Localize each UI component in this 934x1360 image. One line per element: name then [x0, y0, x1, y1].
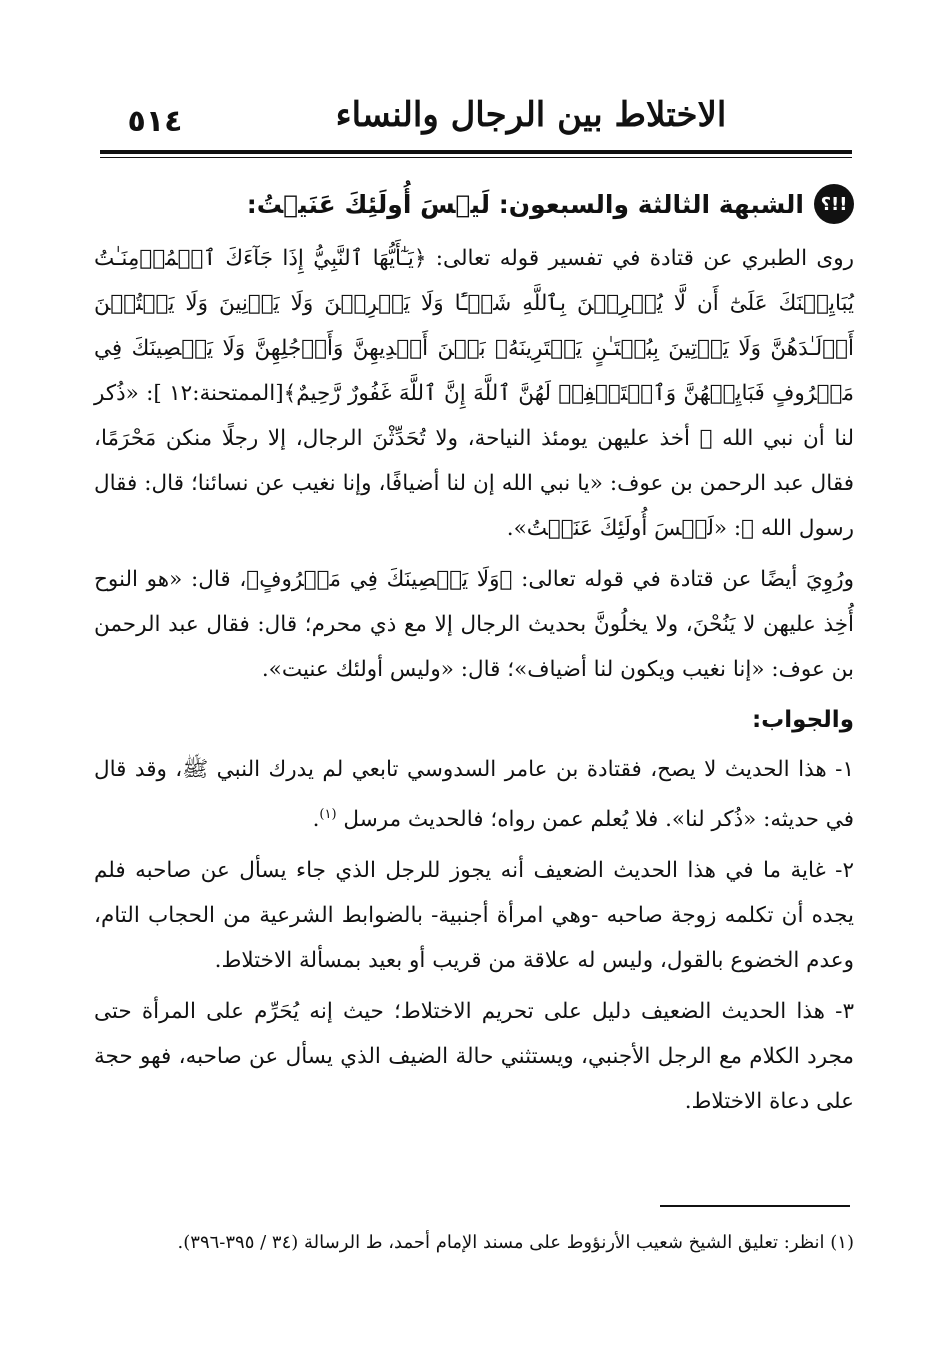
exclamation-badge-icon: !!؟	[814, 184, 854, 224]
header-rule-thin	[100, 157, 852, 158]
heading-text: الشبهة الثالثة والسبعون: لَيۡسَ أُولَئِكَ عَنَيۡتُ:	[246, 189, 804, 219]
answer-1-text: ١- هذا الحديث لا يصح، فقتادة بن عامر السدوسي تابعي لم يدرك النبي ﷺ، وقد قال في حديثه: «ذُكر لنا». فلا يُعلم عمن رواه؛ فالحديث مرسل	[94, 757, 854, 833]
body-text	[94, 236, 854, 1130]
book-title: الاختلاط بين الرجال والنساء	[335, 95, 727, 135]
footnote-marker: (١)	[319, 807, 337, 822]
paragraph-2: ورُوِيَ أيضًا عن قتادة في قوله تعالى: ﴿وَلَا يَعۡصِينَكَ فِي مَعۡرُوفٍ﴾، قال: «هو النوح أُخِذ عليهن لا يَنُحْنَ، ولا يخلُونَّ بحديث الرجال إلا مع ذي محرم؛ قال: فقال عبد الرحمن بن عوف: «إنا نغيب ويكون لنا أضياف»؛ قال: «وليس أولئك عنيت».	[94, 567, 854, 682]
answer-2: ٢- غاية ما في هذا الحديث الضعيف أنه يجوز للرجل الذي جاء يسأل عن صاحبه فلم يجده أن تكلمه زوجة صاحبه -وهي امرأة أجنبية- بالضوابط الشرعية من الحجاب التام، وعدم الخضوع بالقول، وليس له علاقة من قريب أو بعيد بمسألة الاختلاط.	[94, 858, 854, 974]
page-header	[100, 92, 852, 154]
section-heading	[94, 182, 854, 226]
footnote: (١) انظر: تعليق الشيخ شعيب الأرنؤوط على مسند الإمام أحمد، ط الرسالة (٣٤ / ٣٩٥-٣٩٦).	[177, 1232, 854, 1253]
footnote-separator	[660, 1205, 850, 1207]
answer-1: ١- هذا الحديث لا يصح، فقتادة بن عامر السدوسي تابعي لم يدرك النبي ﷺ، وقد قال في حديثه: «ذُكر لنا». فلا يُعلم عمن رواه؛ فالحديث مرسل $^{(١)}$.	[94, 757, 854, 833]
paragraph-1: روى الطبري عن قتادة في تفسير قوله تعالى: ﴿يَـٰٓأَيُّهَا ٱلنَّبِيُّ إِذَا جَآءَكَ ٱلۡمُؤۡمِنَـٰتُ يُبَايِعۡنَكَ عَلَىٰٓ أَن لَّا يُشۡرِكۡنَ بِٱللَّهِ شَيۡـًٔا وَلَا يَسۡرِقۡنَ وَلَا يَزۡنِينَ وَلَا يَقۡتُلۡنَ أَوۡلَـٰدَهُنَّ وَلَا يَأۡتِينَ بِبُهۡتَـٰنٍ يَفۡتَرِينَهُۥ بَيۡنَ أَيۡدِيهِنَّ وَأَرۡجُلِهِنَّ وَلَا يَعۡصِينَكَ فِي مَعۡرُوفٍ فَبَايِعۡهُنَّ وَٱسۡتَغۡفِرۡ لَهُنَّ ٱللَّهَ إِنَّ ٱللَّهَ غَفُورٌ رَّحِيمٌ﴾[الممتحنة:١٢ ]: «ذُكر لنا أن نبي الله ﷺ أخذ عليهن يومئذ النياحة، ولا تُحَدِّثْنَ الرجال، إلا رجلًا منكن مَحْرَمًا، فقال عبد الرحمن بن عوف: «يا نبي الله إن لنا أضيافًا، وإنا نغيب عن نسائنا؛ قال: فقال رسول الله ﷺ: «لَيۡسَ أُولَئِكَ عَنَيۡتُ».	[94, 246, 854, 541]
answer-label: والجواب:	[751, 707, 854, 733]
header-rule	[100, 150, 852, 154]
page-number: ٥١٤	[127, 104, 183, 139]
answer-3: ٣- هذا الحديث الضعيف دليل على تحريم الاختلاط؛ حيث إنه يُحَرِّم على المرأة حتى مجرد الكلام مع الرجل الأجنبي، ويستثني حالة الضيف الذي يسأل عن صاحبه، فهو حجة على دعاة الاختلاط.	[94, 999, 854, 1115]
